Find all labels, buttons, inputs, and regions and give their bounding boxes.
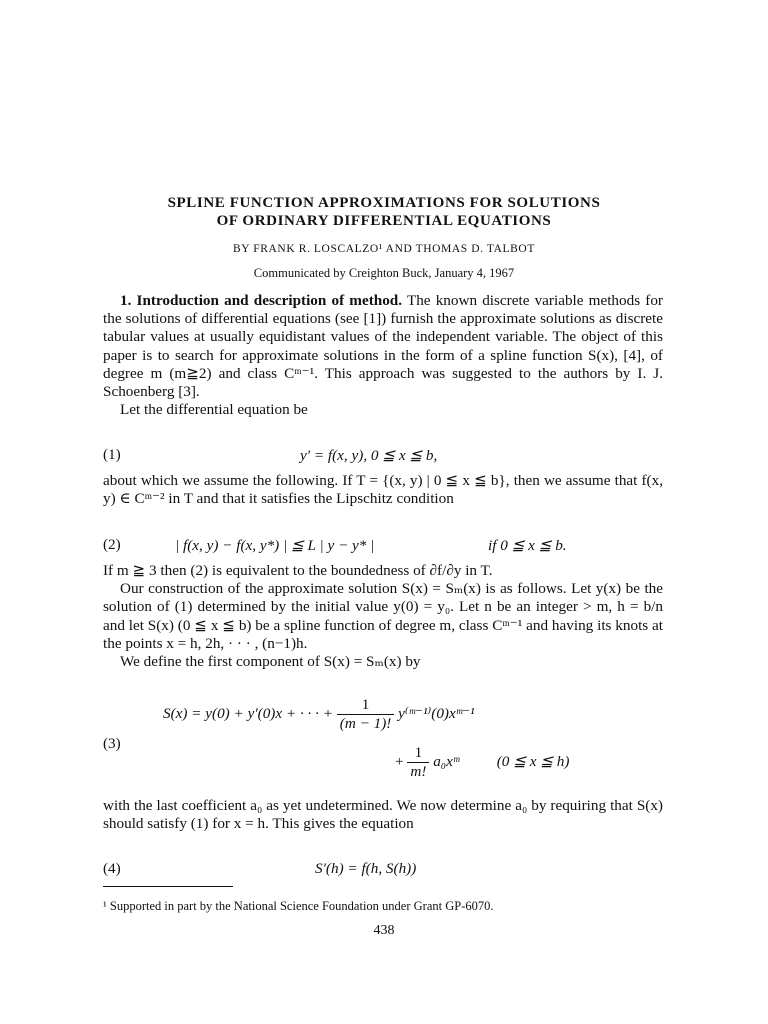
fraction-1-denominator: (m − 1)! [339, 715, 392, 732]
equation-4-number: (4) [103, 860, 121, 877]
paper-title-line-2: OF ORDINARY DIFFERENTIAL EQUATIONS [216, 213, 552, 229]
equation-3-term: a₀xᵐ [433, 752, 460, 770]
page-number: 438 [373, 923, 395, 938]
equation-3-condition: (0 ≦ x ≦ h) [496, 752, 570, 770]
equation-2-number: (2) [103, 536, 121, 553]
fraction-2-denominator: m! [410, 763, 427, 780]
assumption-paragraph: about which we assume the following. If T = {(x, y) | 0 ≦ x ≦ b}, then we assume that f(x, y) ∈ Cᵐ⁻² in T and that it satisfies the Lipschitz condition [103, 472, 663, 508]
equation-4: S′(h) = f(h, S(h)) [315, 860, 417, 877]
equation-3-line-2 [395, 744, 569, 781]
intro-paragraph [103, 292, 663, 419]
equation-3-plus: + [395, 752, 404, 770]
equation-3-line-1 [163, 696, 475, 733]
differential-equation-intro: Let the differential equation be [120, 401, 308, 419]
equation-2: | f(x, y) − f(x, y*) | ≦ L | y − y* | [175, 537, 375, 554]
construction-paragraphs [103, 562, 663, 671]
footnote: ¹ Supported in part by the National Science Foundation under Grant GP-6070. [103, 899, 494, 913]
equation-3-right: y⁽ᵐ⁻¹⁾(0)xᵐ⁻¹ [398, 704, 475, 722]
construction-text: Our construction of the approximate solution S(x) = Sₘ(x) is as follows. Let y(x) be the solution of (1) determined by the initial value y(0) = y₀. Let n be an integer > m, h = b/n and let S(x) (0 ≦ x ≦ b) be a spline function of degree m, class Cᵐ⁻¹ and having its knots at the points x = h, 2h, · · · , (n−1)h. [103, 580, 663, 652]
author-byline: BY FRANK R. LOSCALZO¹ AND THOMAS D. TALBOT [233, 243, 535, 255]
fraction-1-numerator: 1 [337, 696, 395, 715]
footnote-divider [103, 886, 233, 887]
section-heading: 1. Introduction and description of method. [120, 292, 403, 309]
equation-1-number: (1) [103, 446, 121, 463]
equation-3-fraction-1 [337, 696, 395, 733]
paper-title-line-1: SPLINE FUNCTION APPROXIMATIONS FOR SOLUTIONS [167, 195, 601, 211]
boundedness-sentence: If m ≧ 3 then (2) is equivalent to the boundedness of ∂f/∂y in T. [103, 562, 493, 579]
coefficient-paragraph: with the last coefficient a₀ as yet undetermined. We now determine a₀ by requiring that S(x) should satisfy (1) for x = h. This gives the equation [103, 797, 663, 833]
equation-3-left: S(x) = y(0) + y′(0)x + · · · + [163, 704, 333, 722]
equation-3-fraction-2 [407, 744, 429, 781]
equation-3-number: (3) [103, 735, 121, 752]
equation-1: y′ = f(x, y), 0 ≦ x ≦ b, [300, 447, 438, 464]
first-component-text: We define the first component of S(x) = Sₘ(x) by [120, 653, 421, 671]
communicated-by: Communicated by Creighton Buck, January 4, 1967 [253, 266, 515, 280]
equation-2-condition: if 0 ≦ x ≦ b. [488, 537, 567, 554]
intro-text: The known discrete variable methods for the solutions of differential equations (see [1]) furnish the approximate solutions as discrete tabular values at usually equidistant values of the independent variable. The object of this paper is to search for approximate solutions in the form of a spline function S(x), [4], of degree m (m≧2) and class Cᵐ⁻¹. This approach was suggested to the authors by I. J. Schoenberg [3]. [103, 292, 663, 401]
fraction-2-numerator: 1 [407, 744, 429, 763]
